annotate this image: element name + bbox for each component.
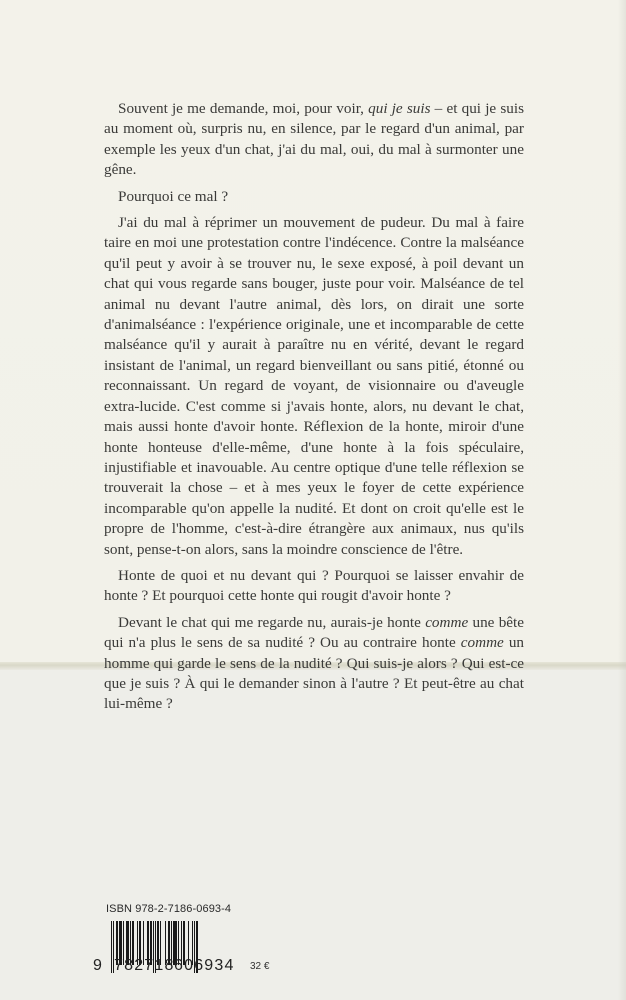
back-cover-text [104,99,524,721]
isbn-label: ISBN 978-2-7186-0693-4 [106,903,232,915]
paragraph-2: Pourquoi ce mal ? [118,187,229,205]
paragraph-1: Souvent je me demande, moi, pour voir, qui je suis – et qui je suis au moment où, surpris nu, en silence, par le regard d'un animal, par exemple les yeux d'un chat, j'ai du mal, oui, du mal à surmonter une gêne. [104,100,524,179]
price-label: 32 € [250,961,270,972]
spine-edge [618,0,626,1000]
barcode-right-digits: 606934 [174,957,235,974]
paragraph-4: Honte de quoi et nu devant qui ? Pourquoi se laisser envahir de honte ? Et pourquoi cette honte qui rougit d'avoir honte ? [104,566,524,605]
paragraph-3: J'ai du mal à réprimer un mouvement de pudeur. Du mal à faire taire en moi une protestation contre l'indécence. Contre la malséance qu'il peut y avoir à se trouver nu, le sexe exposé, à poil devant un chat qui vous regarde sans bouger, juste pour voir. Malséance de tel animal nu devant l'autre animal, dès lors, on dirait une sorte d'animalséance : l'expérience originale, une et incomparable de cette malséance qu'il y aurait à paraître nu en vérité, devant le regard insistant de l'animal, un regard bienveillant ou sans pitié, étonné ou reconnaissant. Un regard de voyant, de visionnaire ou d'aveugle extra-lucide. C'est comme si j'avais honte, alors, nu devant le chat, mais aussi honte d'avoir honte. Réflexion de la honte, miroir d'une honte honteuse d'elle-même, d'une honte à la fois spéculaire, injustifiable et inavouable. Au centre optique d'une telle réflexion se trouverait la chose – et à mes yeux le foyer de cette expérience incomparable qu'on appelle la nudité. Et dont on croit qu'elle est le propre de l'homme, c'est-à-dire étrangère aux animaux, nus qu'ils sont, pense-t-on alors, sans la moindre conscience de l'être. [104,214,524,558]
paragraph-5: Devant le chat qui me regarde nu, aurais-je honte comme une bête qui n'a plus le sens de sa nudité ? Ou au contraire honte comme un homme qui garde le sens de la nudité ? Qui suis-je alors ? Qui est-ce que je suis ? À qui le demander sinon à l'autre ? Et peut-être au chat lui-même ? [104,613,525,713]
barcode-left-digits: 782718 [114,957,175,974]
barcode-first-digit: 9 [93,957,102,974]
